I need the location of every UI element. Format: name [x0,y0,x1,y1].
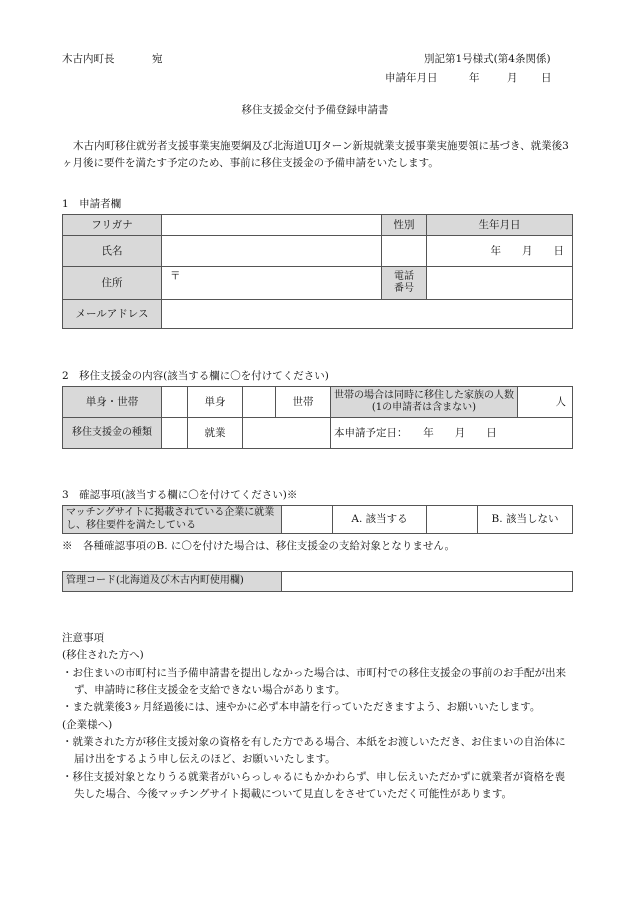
address-label: 住所 [63,267,162,300]
option-a-mark-cell[interactable] [282,506,333,534]
intro-text: 木古内町移住就労者支援事業実施要綱及び北海道UIJターン新規就業支援事業実施要領に基づき、就業後3ヶ月後に要件を満たす予定のため、事前に移住支援金の予備申請をいたします。 [62,140,569,169]
admin-code-input[interactable] [282,572,573,592]
company-note-1: ・就業された方が移住支援対象の資格を有した方である場合、本紙をお渡しいただき、お住まいの自治体に届け出をするよう申し伝えのほど、お願いいたします。 [62,735,566,766]
content-table [62,386,573,449]
furigana-input[interactable] [162,215,382,236]
document-title: 移住支援金交付予備登録申請書 [241,104,389,116]
phone-label: 電話 番号 [382,267,427,300]
single-household-label: 単身・世帯 [63,387,162,418]
birthdate-input[interactable]: 年 月 日 [427,236,573,267]
household-mark-cell[interactable] [243,387,276,418]
confirmation-remark: ※ 各種確認事項のB. に〇を付けた場合は、移住支援金の支給対象となりません。 [62,540,456,552]
migrant-heading: (移住された方へ) [62,649,144,662]
option-a: A. 該当する [333,506,427,534]
section3-heading: 3 確認事項(該当する欄に〇を付けてください)※ [62,489,298,501]
postal-mark: 〒 [170,270,181,282]
date-day: 日 [541,72,552,84]
form-number: 別記第1号様式(第4条関係) [424,53,551,65]
notes-section [62,630,570,803]
notes-heading: 注意事項 [62,632,104,644]
migrant-note-2: ・また就業後3ヶ月経過後には、速やかに必ず本申請を行っていただきますよう、お願いいたします。 [62,701,541,714]
household-option: 世帯 [276,387,331,418]
option-b: B. 該当しない [478,506,573,534]
single-option: 単身 [188,387,243,418]
company-note-2: ・移住支援対象となりうる就業者がいらっしゃるにもかかわらず、申し伝えいただかずに就業者が資格を喪失した場合、今後マッチングサイト掲載について見直しをさせていただく可能性があります。 [62,770,566,800]
family-count-label: 世帯の場合は同時に移住した家族の人数(1の申請者は含まない) [331,387,518,418]
furigana-label: フリガナ [63,215,162,236]
single-mark-cell[interactable] [162,387,188,418]
section2-heading: 2 移住支援金の内容(該当する欄に〇を付けてください) [62,370,329,382]
support-kind-label: 移住支援金の種類 [63,418,162,449]
addressee-suffix: 宛 [152,53,163,65]
blank-cell [243,418,331,449]
admin-code-label: 管理コード(北海道及び木古内町使用欄) [63,572,282,592]
employment-mark-cell[interactable] [162,418,188,449]
migrant-note-1: ・お住まいの市町村に当予備申請書を提出しなかった場合は、市町村での移住支援金の事前のお手配が出来ず、申請時に移住支援金を支給できない場合があります。 [62,666,566,696]
applicant-table [62,214,573,329]
phone-input[interactable] [427,267,573,300]
address-input[interactable] [162,267,382,300]
addressee: 木古内町長 [62,53,115,65]
date-month: 月 [507,72,518,84]
email-label: メールアドレス [63,300,162,329]
date-year: 年 [469,72,480,84]
gender-label: 性別 [382,215,427,236]
admin-code-table [62,571,573,592]
confirmation-table [62,505,573,534]
scheduled-date[interactable]: 本申請予定日： 年 月 日 [331,418,573,449]
matching-question: マッチングサイトに掲載されている企業に就業し、移住要件を満たしている [63,506,282,534]
option-b-mark-cell[interactable] [427,506,478,534]
employment-option: 就業 [188,418,243,449]
application-date-label: 申請年月日 [385,72,438,84]
name-input[interactable] [162,236,382,267]
family-count-input[interactable]: 人 [518,387,573,418]
email-input[interactable] [162,300,573,329]
name-label: 氏名 [63,236,162,267]
section1-heading: 1 申請者欄 [62,198,122,210]
birthdate-label: 生年月日 [427,215,573,236]
gender-input[interactable] [382,236,427,267]
company-heading: (企業様へ) [62,718,113,731]
